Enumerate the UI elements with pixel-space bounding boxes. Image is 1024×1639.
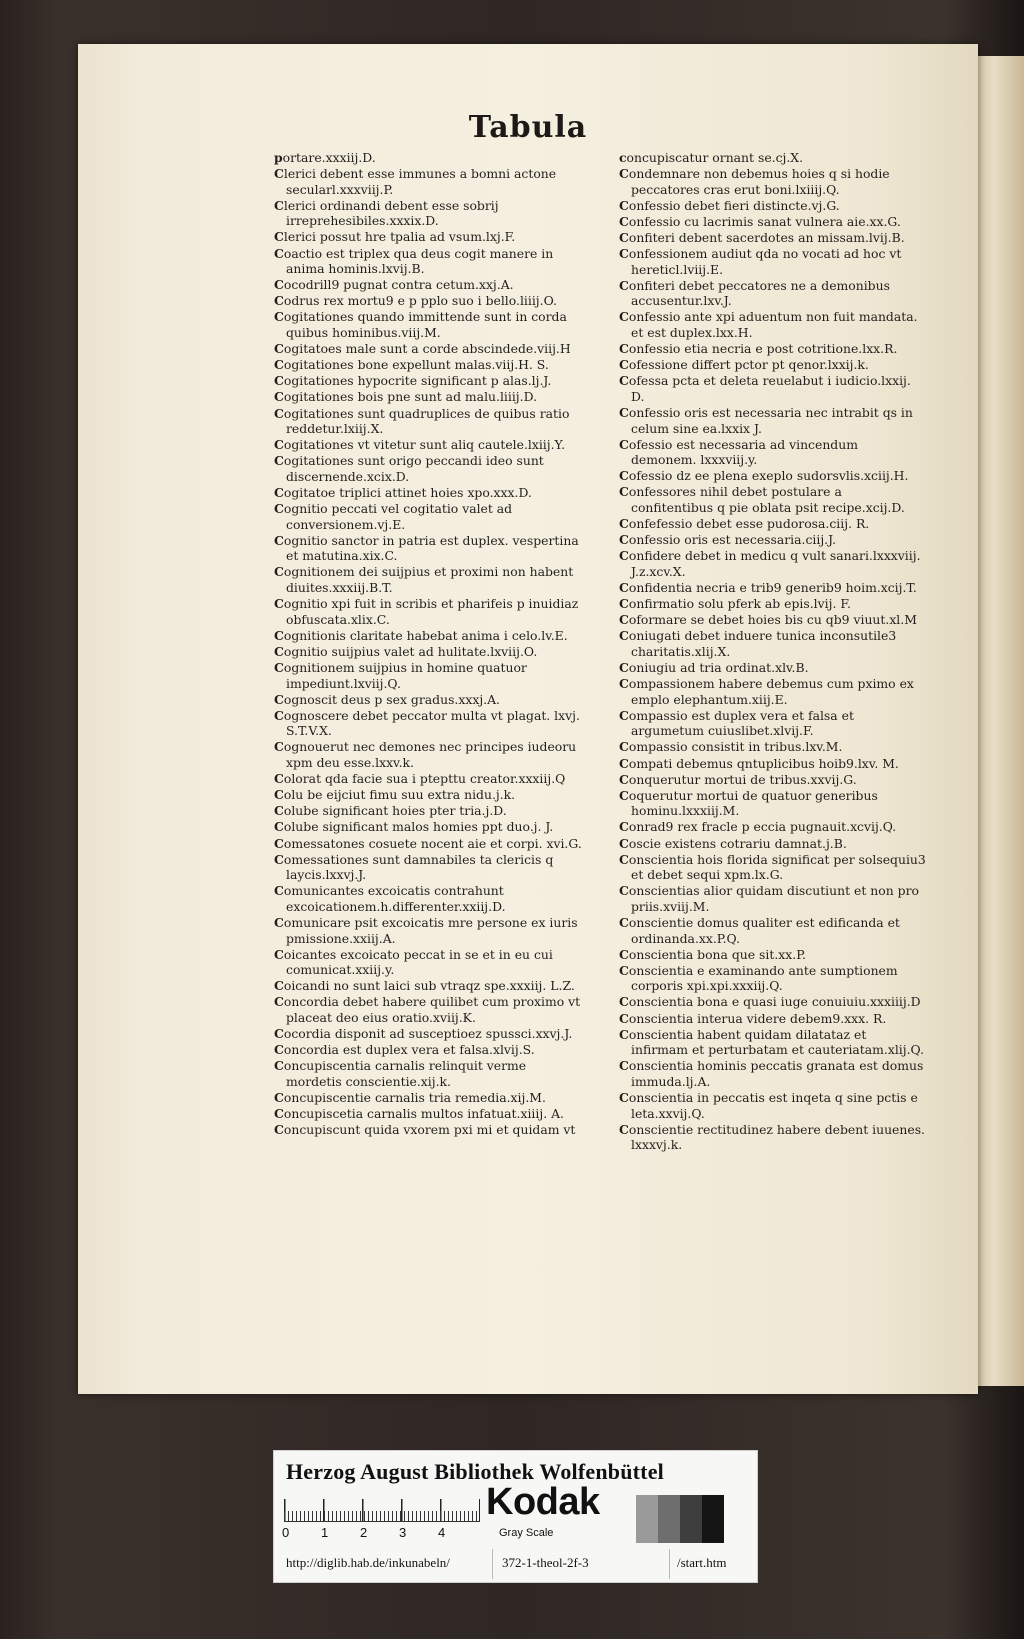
facing-page-edge bbox=[978, 56, 1024, 1386]
ruler-number: 3 bbox=[399, 1525, 407, 1540]
index-entry: Confessio oris est necessaria nec intrabit qs in celum sine ea.lxxix J. bbox=[619, 405, 913, 436]
index-entry: Cofessione differt pctor pt qenor.lxxij.k. bbox=[619, 357, 869, 373]
index-entry: Cognitio peccati vel cogitatio valet ad conversionem.vj.E. bbox=[274, 501, 513, 532]
index-entry: Cognitio suijpius valet ad hulitate.lxviij.O. bbox=[274, 643, 538, 659]
index-entry: Coformare se debet hoies bis cu qb9 viuut.xl.M bbox=[619, 612, 917, 628]
ruler-number: 2 bbox=[360, 1525, 368, 1540]
index-entry: Confessio cu lacrimis sanat vulnera aie.xx.G. bbox=[619, 213, 901, 229]
gray-scale-label: Gray Scale bbox=[499, 1527, 554, 1539]
index-entry: Conrad9 rex fracle p eccia pugnauit.xcvij.Q. bbox=[619, 819, 897, 835]
ruler-number: 4 bbox=[438, 1525, 446, 1540]
index-entry: Cogitationes hypocrite significant p alas.lj.J. bbox=[274, 373, 552, 389]
index-entry: Coniugati debet induere tunica inconsutile3 charitatis.xlij.X. bbox=[619, 628, 897, 659]
index-entry: Clerici debent esse immunes a bomni actone secularl.xxxviij.P. bbox=[274, 166, 557, 197]
index-entry: Conscientia hominis peccatis granata est domus immuda.lj.A. bbox=[619, 1058, 924, 1089]
index-entry: Confirmatio solu pferk ab epis.lvij. F. bbox=[619, 596, 851, 612]
index-entry: Cogitationes bois pne sunt ad malu.liiij.D. bbox=[274, 389, 538, 405]
gray-swatch bbox=[658, 1495, 680, 1543]
index-entry: Conscientie domus qualiter est edificanda et ordinanda.xx.P.Q. bbox=[619, 915, 900, 946]
index-entry: Clerici possut hre tpalia ad vsum.lxj.F. bbox=[274, 229, 516, 245]
index-entry: Concupiscentia carnalis relinquit verme mordetis conscientie.xij.k. bbox=[274, 1058, 527, 1089]
color-target-card bbox=[273, 1450, 758, 1583]
index-entry: Conscientia hois florida significat per solsequiu3 et debet sequi xpm.lx.G. bbox=[619, 851, 926, 883]
index-entry: Comunicantes excoicatis contrahunt excoicationem.h.differenter.xxiij.D. bbox=[274, 883, 506, 914]
index-entry: Coactio est triplex qua deus cogit manere in anima hominis.lxvij.B. bbox=[274, 245, 554, 277]
index-entry: Compati debemus qntuplicibus hoib9.lxv. M. bbox=[619, 755, 899, 771]
index-entry: Cognitio sanctor in patria est duplex. vespertina et matutina.xix.C. bbox=[274, 532, 579, 564]
index-entry: Cognitionis claritate habebat anima i celo.lv.E. bbox=[274, 627, 568, 643]
index-entry: Conscientia habent quidam dilatataz et infirmam et perturbatam et cauteriatam.xlij.Q. bbox=[619, 1026, 925, 1058]
index-entry: Conscientia interua videre debem9.xxx. R. bbox=[619, 1010, 887, 1026]
gray-swatch bbox=[680, 1495, 702, 1543]
index-entry: Confessio etia necria e post cotritione.lxx.R. bbox=[619, 341, 898, 357]
printed-page bbox=[78, 44, 978, 1394]
index-entry: Conquerutur mortui de tribus.xxvij.G. bbox=[619, 771, 857, 787]
index-entry: Condemnare non debemus hoies q si hodie peccatores cras erut boni.lxiiij.Q. bbox=[619, 166, 890, 197]
index-entry: Confessionem audiut qda no vocati ad hoc vt hereticl.lviij.E. bbox=[619, 246, 902, 277]
index-entry: Cogitationes quando immittende sunt in corda quibus hominibus.viij.M. bbox=[274, 309, 567, 341]
index-entry: Cognitio xpi fuit in scribis et pharifeis p inuidiaz obfuscata.xlix.C. bbox=[274, 596, 579, 627]
left-column bbox=[274, 150, 582, 1138]
index-entry: Confidere debet in medicu q vult sanari.lxxxviij. J.z.xcv.X. bbox=[619, 548, 921, 579]
index-entry: Conscientia bona e quasi iuge conuiuiu.xxxiiij.D bbox=[619, 994, 921, 1010]
index-entry: Cogitationes vt vitetur sunt aliq cautele.lxiij.Y. bbox=[274, 437, 566, 453]
index-entry: Coicantes excoicato peccat in se et in eu cui comunicat.xxiij.y. bbox=[274, 946, 553, 978]
gray-swatch bbox=[636, 1495, 658, 1543]
index-entry: Codrus rex mortu9 e p pplo suo i bello.liiij.O. bbox=[274, 293, 557, 309]
index-entry: Cogitationes sunt quadruplices de quibus ratio reddetur.lxiij.X. bbox=[274, 405, 570, 437]
index-entry: Cogitationes bone expellunt malas.viij.H. S. bbox=[274, 357, 549, 373]
index-entry: Confiteri debent sacerdotes an missam.lvij.B. bbox=[619, 229, 905, 245]
start-page-link: /start.htm bbox=[677, 1555, 727, 1570]
index-entry: Concupiscetia carnalis multos infatuat.xiiij. A. bbox=[274, 1106, 564, 1122]
index-entry: Cognitionem dei suijpius et proximi non habent diuites.xxxiij.B.T. bbox=[274, 564, 574, 596]
index-entry: Cognouerut nec demones nec principes iudeoru xpm deu esse.lxxv.k. bbox=[274, 739, 577, 771]
index-entry: Confessores nihil debet postulare a confitentibus q pie oblata psit recipe.xcij.D. bbox=[619, 484, 905, 516]
index-entry: Confefessio debet esse pudorosa.ciij. R. bbox=[619, 516, 870, 532]
ruler-number: 1 bbox=[321, 1525, 329, 1540]
index-entry: Compassio consistit in tribus.lxv.M. bbox=[619, 739, 843, 755]
index-entry: Confessio oris est necessaria.ciij.J. bbox=[619, 532, 837, 548]
index-entry: Comessatones cosuete nocent aie et corpi. xvi.G. bbox=[274, 835, 582, 851]
index-entry: portare.xxxiij.D. bbox=[274, 150, 376, 165]
index-entry: Cofessio est necessaria ad vincendum demonem. lxxxviij.y. bbox=[619, 436, 858, 468]
shelfmark: 372-1-theol-2f-3 bbox=[502, 1555, 589, 1570]
divider bbox=[669, 1549, 670, 1579]
index-entry: Cogitatoe triplici attinet hoies xpo.xxx.D. bbox=[274, 484, 532, 500]
index-entry: Concupiscentie carnalis tria remedia.xij.M. bbox=[274, 1090, 546, 1106]
index-entry: Cofessio dz ee plena exeplo sudorsvlis.xciij.H. bbox=[619, 468, 909, 484]
library-name: Herzog August Bibliothek Wolfenbüttel bbox=[286, 1459, 664, 1484]
running-head: Tabula bbox=[468, 110, 588, 145]
right-column bbox=[619, 150, 927, 1153]
index-entry: Concordia est duplex vera et falsa.xlvij.S. bbox=[274, 1042, 535, 1058]
index-entry: Compassio est duplex vera et falsa et argumetum cuiuslibet.xlvij.F. bbox=[619, 707, 854, 739]
ruler bbox=[284, 1495, 480, 1522]
ruler-number: 0 bbox=[282, 1525, 290, 1540]
index-entry: Colube significant malos homies ppt duo.j. J. bbox=[274, 819, 554, 835]
index-entry: Coicandi no sunt laici sub vtraqz spe.xxxiij. L.Z. bbox=[274, 978, 575, 994]
index-entry: Conscientie rectitudinez habere debent iuuenes. lxxxvj.k. bbox=[619, 1121, 925, 1153]
index-entry: concupiscatur ornant se.cj.X. bbox=[619, 150, 804, 165]
index-entry: Cofessa pcta et deleta reuelabut i iudicio.lxxij. D. bbox=[619, 373, 911, 404]
index-entry: Confiteri debet peccatores ne a demonibus accusentur.lxv.J. bbox=[619, 277, 890, 309]
index-entry: Colu be eijciut fimu suu extra nidu.j.k. bbox=[274, 787, 516, 803]
kodak-brand: Kodak bbox=[486, 1481, 600, 1523]
index-entry: Cognoscere debet peccator multa vt plagat. lxvj. S.T.V.X. bbox=[274, 707, 580, 739]
index-entry: Coquerutur mortui de quatuor generibus hominu.lxxxiij.M. bbox=[619, 787, 878, 819]
divider bbox=[492, 1549, 493, 1579]
index-entry: Conscientia bona que sit.xx.P. bbox=[619, 946, 806, 962]
index-entry: Conscientias alior quidam discutiunt et non pro priis.xviij.M. bbox=[619, 883, 919, 914]
index-entry: Comunicare psit excoicatis mre persone ex iuris pmissione.xxiij.A. bbox=[274, 915, 578, 946]
index-entry: Coscie existens cotrariu damnat.j.B. bbox=[619, 835, 847, 851]
gray-swatch bbox=[702, 1495, 724, 1543]
index-entry: Concordia debet habere quilibet cum proximo vt placeat deo eius oratio.xviij.K. bbox=[274, 994, 581, 1026]
index-entry: Compassionem habere debemus cum pximo ex emplo elephantum.xiij.E. bbox=[619, 676, 914, 707]
index-entry: Cognitionem suijpius in homine quatuor impediunt.lxviij.Q. bbox=[274, 660, 527, 691]
index-entry: Conscientia e examinando ante sumptionem corporis xpi.xpi.xxxiij.Q. bbox=[619, 962, 898, 994]
index-entry: Confessio debet fieri distincte.vj.G. bbox=[619, 197, 840, 213]
index-entry: Confidentia necria e trib9 generib9 hoim.xcij.T. bbox=[619, 580, 917, 596]
index-entry: Coniugiu ad tria ordinat.xlv.B. bbox=[619, 660, 809, 675]
source-url: http://diglib.hab.de/inkunabeln/ bbox=[286, 1555, 450, 1570]
index-entry: Cogitatoes male sunt a corde abscindede.viij.H bbox=[274, 341, 571, 357]
index-entry: Confessio ante xpi aduentum non fuit mandata. et est duplex.lxx.H. bbox=[619, 309, 918, 341]
index-entry: Comessationes sunt damnabiles ta clericis q laycis.lxxvj.J. bbox=[274, 851, 554, 883]
index-entry: Cogitationes sunt origo peccandi ideo sunt discernende.xcix.D. bbox=[274, 453, 544, 484]
index-entry: Colorat qda facie sua i ptepttu creator.xxxiij.Q bbox=[274, 771, 566, 787]
index-entry: Clerici ordinandi debent esse sobrij irreprehesibiles.xxxix.D. bbox=[274, 197, 499, 229]
index-entry: Cognoscit deus p sex gradus.xxxj.A. bbox=[274, 691, 500, 707]
index-entry: Concupiscunt quida vxorem pxi mi et quidam vt bbox=[274, 1122, 576, 1138]
index-entry: Colube significant hoies pter tria.j.D. bbox=[274, 803, 507, 819]
index-entry: Cocordia disponit ad susceptioez spussci.xxvj.J. bbox=[274, 1026, 573, 1042]
index-entry: Conscientia in peccatis est inqeta q sine pctis e leta.xxvij.Q. bbox=[619, 1090, 918, 1121]
index-entry: Cocodrill9 pugnat contra cetum.xxj.A. bbox=[274, 277, 514, 293]
